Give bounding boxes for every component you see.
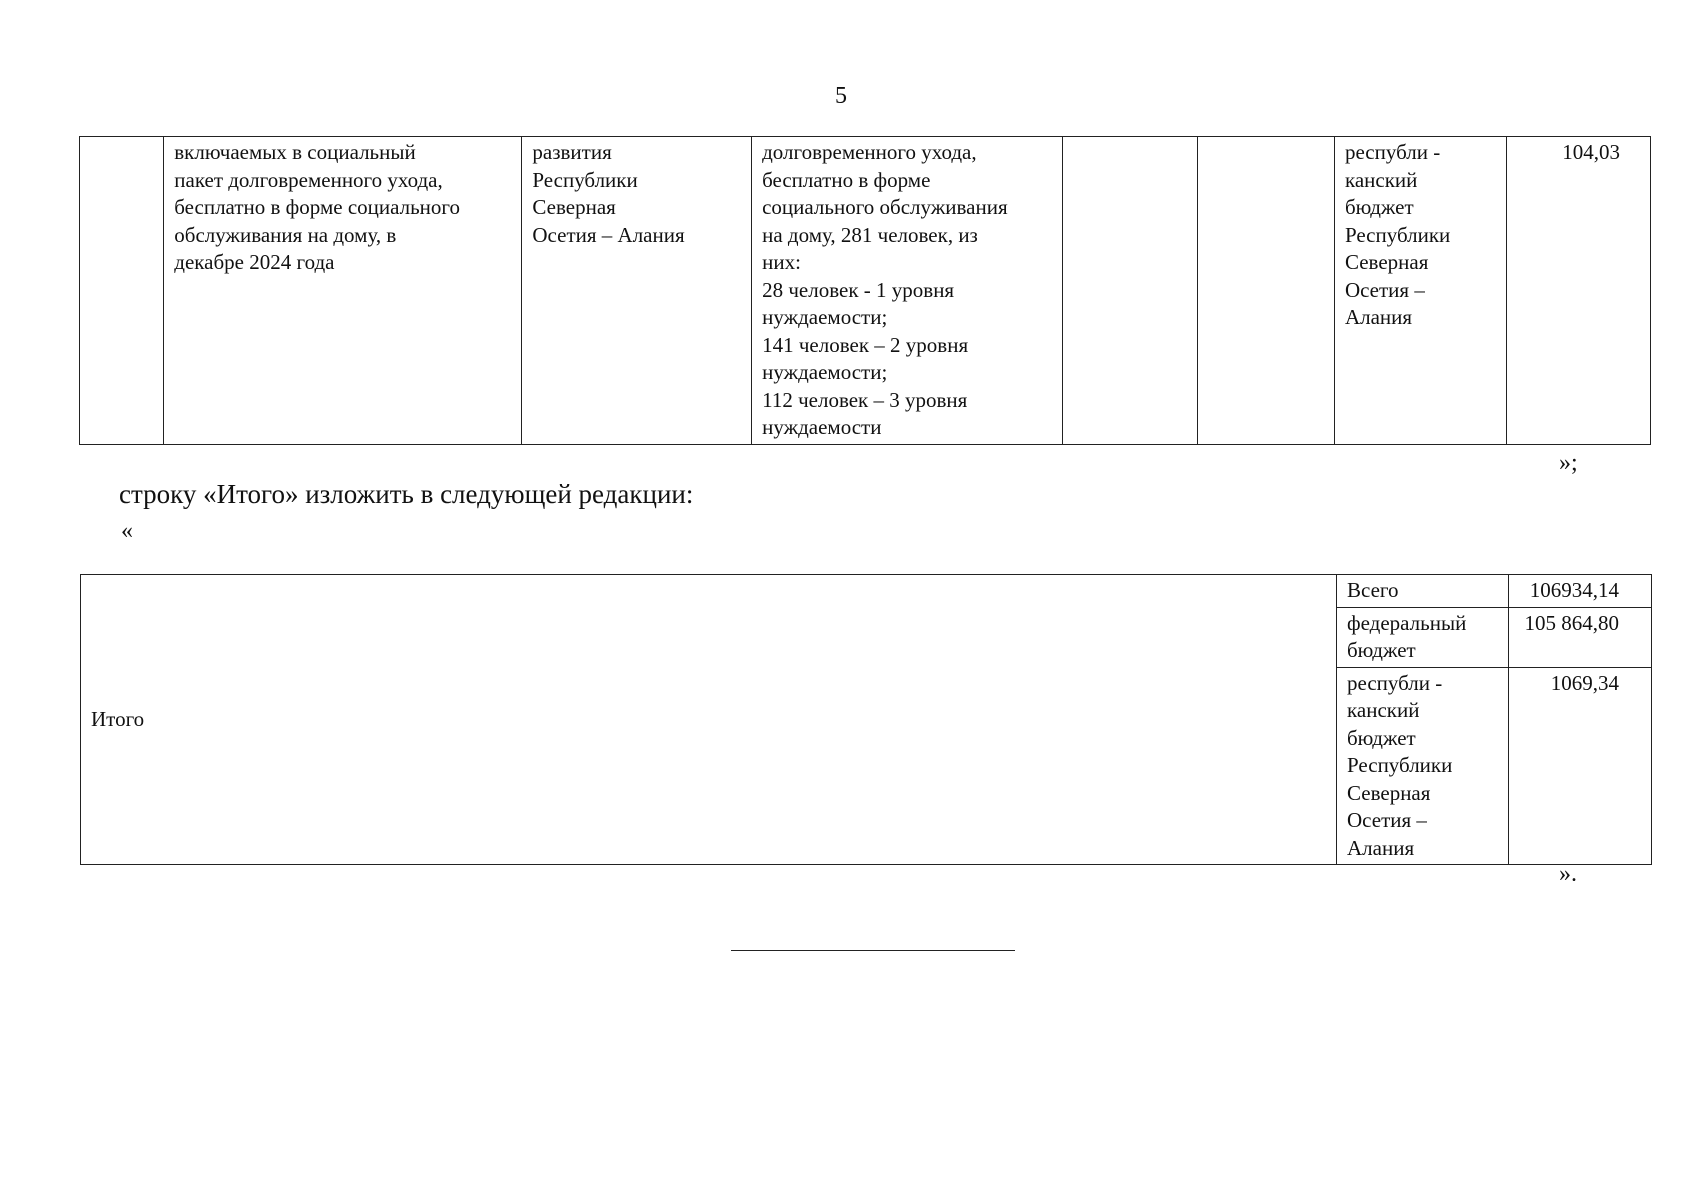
responsible-executor-cell: развития Республики Северная Осетия – Алания <box>522 137 752 445</box>
amount-cell: 105 864,80 <box>1509 607 1652 667</box>
funding-source-cell: Всего <box>1337 575 1509 608</box>
funding-source-cell: республи - канский бюджет Республики Северная Осетия – Алания <box>1337 667 1509 865</box>
total-table <box>80 574 1652 865</box>
expected-result-cell: долговременного ухода, бесплатно в форме социального обслуживания на дому, 281 человек, из них: 28 человек - 1 уровня нуждаемости; 141 человек – 2 уровня нуждаемости; 112 человек – 3 уровня нуждаемости <box>752 137 1063 445</box>
table-row <box>80 137 1651 445</box>
amount-cell: 1069,34 <box>1509 667 1652 865</box>
measure-description-cell: включаемых в социальный пакет долговременного ухода, бесплатно в форме социального обслуживания на дому, в декабре 2024 года <box>164 137 522 445</box>
closing-quote: ». <box>1559 861 1577 887</box>
closing-quote: »; <box>1559 450 1578 476</box>
amount-cell: 106934,14 <box>1509 575 1652 608</box>
total-label-cell: Итого <box>81 575 1337 865</box>
funding-source-cell: федеральный бюджет <box>1337 607 1509 667</box>
empty-cell <box>1063 137 1197 445</box>
funding-source-cell: республи - канский бюджет Республики Северная Осетия – Алания <box>1334 137 1507 445</box>
program-table-continued <box>79 136 1651 445</box>
opening-quote: « <box>121 518 133 544</box>
empty-cell <box>1197 137 1334 445</box>
row-number-cell <box>80 137 164 445</box>
instruction-text: строку «Итого» изложить в следующей редакции: <box>119 479 694 509</box>
table-row <box>81 575 1652 608</box>
page-number: 5 <box>835 83 847 109</box>
end-divider <box>731 950 1015 951</box>
amount-cell: 104,03 <box>1507 137 1651 445</box>
